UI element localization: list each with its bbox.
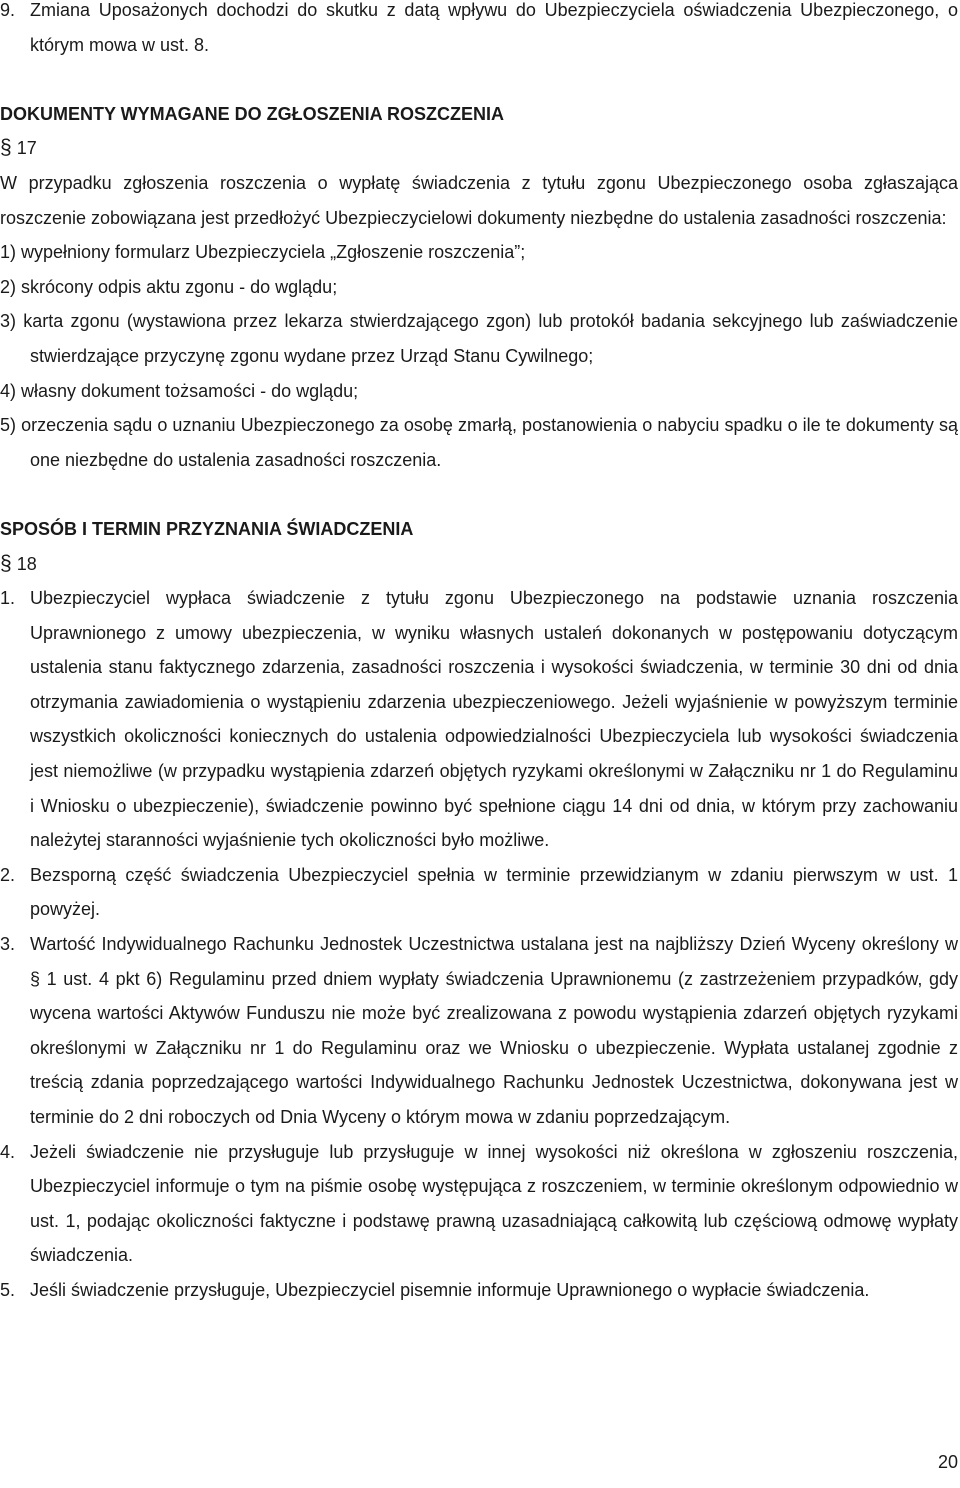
section-17-paragraph-number [0, 131, 958, 166]
section-18-item-5 [0, 1273, 958, 1308]
paragraph-number: 18 [16, 553, 37, 574]
item-text: Wartość Indywidualnego Rachunku Jednostek Uczestnictwa ustalana jest na najbliższy Dzień Wyceny określony w § 1 ust. 4 pkt 6) Regulaminu przed dniem wypłaty świadczenia Uprawnionemu (z zastrzeżeniem przypadków, gdy wycena wartości Aktywów Funduszu nie może być zrealizowana z powodu wystąpienia zdarzeń objętych ryzykami określonymi w Załączniku nr 1 do Regulaminu oraz we Wniosku o ubezpieczenie. Wypłata ustalanej zgodnie z treścią zdania poprzedzającego wartości Indywidualnego Rachunku Jednostek Uczestnictwa, dokonywana jest w terminie do 2 dni roboczych od Dnia Wyceny o którym mowa w zdaniu poprzedzającym. [30, 934, 958, 1127]
paragraph-sign: § [0, 136, 12, 160]
section-18-item-4 [0, 1135, 958, 1273]
section-17-list-item: 1) wypełniony formularz Ubezpieczyciela „Zgłoszenie roszczenia”; [0, 242, 526, 263]
section-16-item-9 [0, 0, 958, 62]
item-number: 3. [0, 934, 16, 955]
section-18-item-3 [0, 927, 958, 1135]
section-17-list-item: 4) własny dokument tożsamości - do wglądu; [0, 380, 359, 401]
paragraph-sign: § [0, 551, 12, 575]
item-text: Jeżeli świadczenie nie przysługuje lub przysługuje w innej wysokości niż określona w zgłoszeniu roszczenia, Ubezpieczyciel informuje o tym na piśmie osobę występująca z roszczeniem, w terminie określonym odpowiednio w ust. 1, podając okoliczności faktyczne i podstawę prawną uzasadniającą całkowitą lub częściową odmowę wypłaty świadczenia. [30, 1141, 958, 1266]
section-17-list-item: 5) orzeczenia sądu o uznaniu Ubezpieczonego za osobę zmarłą, postanowienia o nabyciu spadku o ile te dokumenty są one niezbędne do ustalenia zasadności roszczenia. [0, 415, 958, 470]
item-text: Zmiana Uposażonych dochodzi do skutku z datą wpływu do Ubezpieczyciela oświadczenia Ubezpieczonego, o którym mowa w ust. 8. [30, 0, 958, 55]
item-text: Jeśli świadczenie przysługuje, Ubezpieczyciel pisemnie informuje Uprawnionego o wypłacie świadczenia. [30, 1279, 870, 1300]
section-18-item-2 [0, 858, 958, 927]
item-number: 5. [0, 1279, 16, 1300]
section-17-list-item: 3) karta zgonu (wystawiona przez lekarza stwierdzającego zgon) lub protokół badania sekcyjnego lub zaświadczenie stwierdzające przyczynę zgonu wydane przez Urząd Stanu Cywilnego; [0, 311, 958, 366]
section-17-heading: DOKUMENTY WYMAGANE DO ZGŁOSZENIA ROSZCZENIA [0, 103, 504, 124]
paragraph-number: 17 [16, 138, 37, 159]
section-18-paragraph-number [0, 547, 958, 582]
section-17-list-item: 2) skrócony odpis aktu zgonu - do wglądu; [0, 276, 338, 297]
section-17-intro: W przypadku zgłoszenia roszczenia o wypłatę świadczenia z tytułu zgonu Ubezpieczonego osoba zgłaszająca roszczenie zobowiązana jest przedłożyć Ubezpieczycielowi dokumenty niezbędne do ustalenia zasadności roszczenia: [0, 172, 958, 228]
item-number: 2. [0, 864, 16, 885]
item-number: 9. [0, 0, 16, 20]
item-text: Bezsporną część świadczenia Ubezpieczyciel spełnia w terminie przewidzianym w zdaniu pierwszym w ust. 1 powyżej. [30, 864, 958, 920]
page-number: 20 [937, 1452, 958, 1472]
section-18-heading: SPOSÓB I TERMIN PRZYZNANIA ŚWIADCZENIA [0, 518, 414, 539]
section-18-item-1 [0, 581, 958, 858]
item-number: 1. [0, 588, 16, 609]
item-number: 4. [0, 1141, 16, 1162]
item-text: Ubezpieczyciel wypłaca świadczenie z tytułu zgonu Ubezpieczonego na podstawie uznania roszczenia Uprawnionego z umowy ubezpieczenia, w wyniku własnych ustaleń dokonanych w postępowaniu dotyczącym ustalenia stanu faktycznego zdarzenia, zasadności roszczenia i wysokości świadczenia, w terminie 30 dni od dnia otrzymania zawiadomienia o wystąpieniu zdarzenia ubezpieczeniowego. Jeżeli wyjaśnienie w powyższym terminie wszystkich okoliczności koniecznych do ustalenia odpowiedzialności Ubezpieczyciela lub wysokości świadczenia jest niemożliwe (w przypadku wystąpienia zdarzeń objętych ryzykami określonymi w Załączniku nr 1 do Regulaminu i Wniosku o ubezpieczenie), świadczenie powinno być spełnione ciągu 14 dni od dnia, w którym przy zachowaniu należytej staranności wyjaśnienie tych okoliczności było możliwe. [30, 588, 958, 851]
